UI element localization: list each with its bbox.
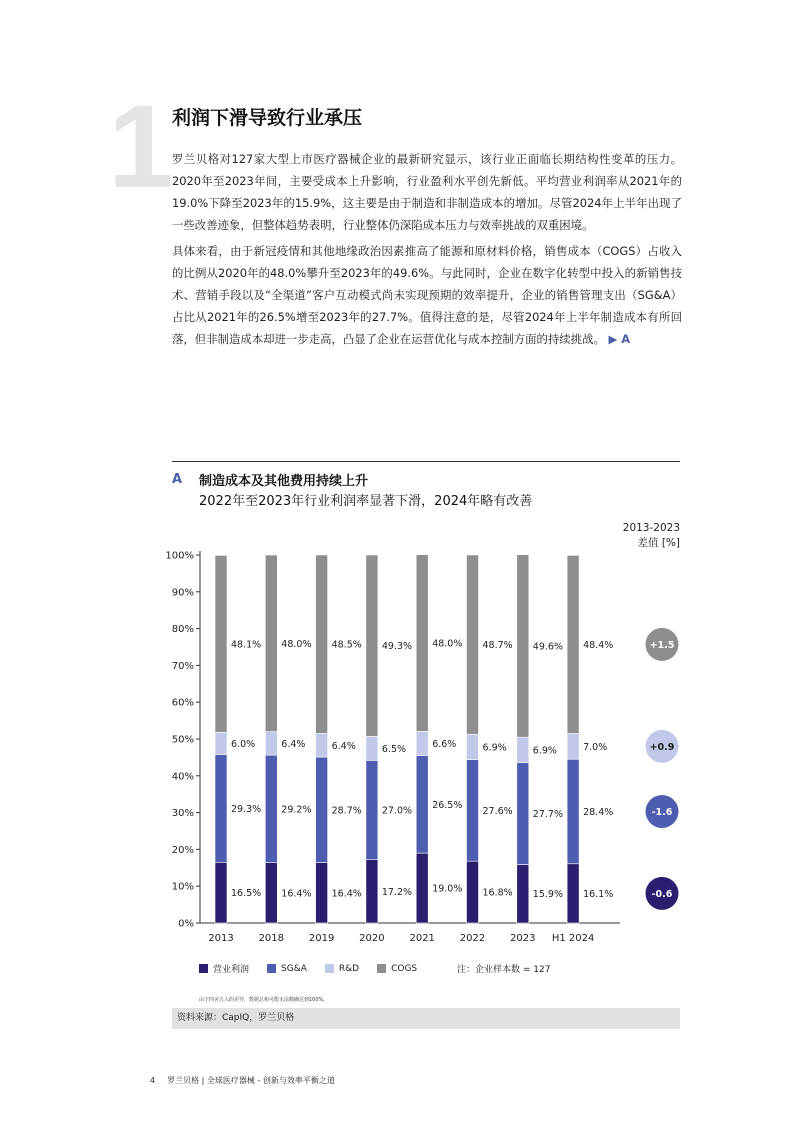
page-number: 4 [150,1076,156,1085]
bar-segment [215,754,227,862]
bar-segment [316,733,328,757]
difference-label: -1.6 [651,806,673,818]
chart-title: 制造成本及其他费用持续上升 [199,474,369,489]
data-label: 27.0% [381,805,413,817]
bar-segment [215,732,227,754]
bar-segment [517,737,529,762]
bar-segment [265,555,277,732]
bar-segment [416,555,428,732]
data-label: 48.0% [281,638,312,650]
x-tick-label: 2018 [258,933,285,944]
bar-segment [416,853,428,923]
bar-segment [366,760,378,859]
paragraph-1: 罗兰贝格对127家大型上市医疗器械企业的最新研究显示，该行业正面临长期结构性变革的压力。2020年至2023年间，主要受成本上升影响，行业盈利水平创先新低。平均营业利润率从2021年的19.0%下降至2023年的15.9%，这主要是由于制造和非制造成本的增加。尽管2024年上半年出现了一些改善迹象，但整体趋势表明，行业整体仍深陷成本压力与效率挑战的双重困境。 [172,152,682,232]
data-label: 49.3% [381,641,413,653]
x-tick-label: 2013 [208,933,234,944]
data-label: 6.0% [231,738,256,750]
legend-swatch [199,964,208,973]
data-label: 26.5% [432,799,463,811]
data-label: 28.4% [583,806,614,818]
data-label: 48.1% [231,639,262,651]
data-label: 48.0% [432,638,463,650]
chart-subtitle: 2022年至2023年行业利润率显著下滑，2024年略有改善 [199,494,533,509]
bar-segment [316,757,328,863]
data-label: 29.2% [281,804,312,816]
chart-letter: A [172,472,183,487]
difference-label: -0.6 [651,888,673,900]
data-label: 6.9% [482,742,507,754]
bar-segment [416,756,428,854]
rounding-footnote: 由于四舍五入的差异，数据总和可能无法精确达到100%。 [199,997,329,1003]
y-tick-label: 30% [171,808,194,820]
body-text [172,148,682,354]
y-tick-label: 80% [171,624,194,636]
bar-segment [517,763,529,865]
data-label: 6.4% [331,740,356,752]
difference-header-unit: 差值 [%] [637,537,680,549]
legend-label: SG&A [281,963,307,974]
bar-segment [567,864,579,923]
difference-label: +1.5 [649,639,675,651]
bar-segment [567,759,579,864]
bar-segment [467,555,479,734]
section-title: 利润下滑导致行业承压 [172,107,363,129]
legend-swatch [377,964,386,973]
bar-segment [265,755,277,862]
data-label: 27.7% [532,809,563,821]
sample-size-note: 注：企业样本数 = 127 [457,965,551,975]
bar-segment [366,555,378,736]
x-tick-label: 2020 [359,933,385,944]
data-label: 27.6% [482,805,513,817]
y-tick-label: 0% [178,918,194,930]
bar-segment [467,734,479,759]
bar-segment [366,860,378,923]
paragraph-2-text: 具体来看，由于新冠疫情和其他地缘政治因素推高了能源和原材料价格，销售成本（COGS）占收入的比例从2020年的48.0%攀升至2023年的49.6%。与此同时，企业在数字化转型中投入的新销售技术、营销手段以及“全渠道”客户互动模式尚未实现预期的效率提升，企业的销售管理支出（SG&A）占比从2021年的26.5%增至2023年的27.7%。值得注意的是，尽管2024年上半年制造成本有所回落，但非制造成本却进一步走高，凸显了企业在运营优化与成本控制方面的持续挑战。 [172,244,682,346]
legend-item [267,964,307,974]
data-label: 16.4% [281,888,312,900]
bar-segment [316,863,328,923]
data-label: 7.0% [583,741,608,753]
y-tick-label: 50% [171,734,194,746]
chart-top-rule [172,461,680,462]
data-label: 6.4% [281,738,306,750]
data-label: 16.5% [231,888,262,900]
y-tick-label: 10% [171,881,194,893]
legend-item [199,962,249,975]
stacked-bar-chart [160,540,690,950]
y-tick-label: 60% [171,697,194,709]
x-tick-label: H1 2024 [551,933,595,944]
bar-segment [517,864,529,923]
paragraph-2 [172,240,682,350]
source-text: 资料来源：CapIQ，罗兰贝格 [177,1013,295,1023]
source-bar [172,1008,680,1029]
data-label: 6.9% [532,745,557,757]
difference-label: +0.9 [649,741,675,753]
legend-item [325,964,359,974]
legend-label: R&D [338,963,360,974]
x-tick-label: 2023 [510,933,536,944]
data-label: 17.2% [381,886,413,898]
data-label: 28.7% [331,805,362,817]
data-label: 19.0% [432,883,463,895]
y-tick-label: 70% [171,660,194,672]
bar-segment [416,731,428,755]
footer-text: 罗兰贝格 | 全球医疗器械 - 创新与效率平衡之道 [167,1076,335,1085]
legend-swatch [267,964,276,973]
chart-legend [199,962,435,975]
data-label: 16.1% [583,888,614,900]
legend-swatch [325,964,334,973]
page-footer [150,1075,335,1086]
y-tick-label: 90% [171,587,194,599]
bar-segment [265,863,277,923]
y-tick-label: 40% [171,771,194,783]
data-label: 16.8% [482,887,513,899]
data-label: 16.4% [331,888,362,900]
data-label: 15.9% [532,889,563,901]
bar-segment [517,555,529,738]
bar-segment [316,555,328,733]
legend-label: COGS [391,963,418,974]
section-number: 1 [108,81,174,213]
bar-segment [265,732,277,756]
data-label: 6.5% [381,743,407,755]
bar-segment [467,861,479,923]
legend-item [377,964,417,974]
data-label: 48.4% [583,639,614,651]
x-tick-label: 2019 [308,933,335,944]
y-tick-label: 100% [165,550,194,562]
bar-segment [567,555,579,733]
data-label: 29.3% [231,803,262,815]
bar-segment [215,555,227,732]
data-label: 6.6% [432,738,457,750]
x-tick-label: 2022 [459,933,486,944]
y-tick-label: 20% [171,844,194,856]
legend-label: 营业利润 [213,965,250,975]
bar-segment [215,862,227,923]
difference-header-range: 2013-2023 [622,522,680,534]
bar-segment [467,760,479,862]
bar-segment [567,733,579,759]
chart-reference-link[interactable]: ▶ A [608,332,631,346]
data-label: 48.5% [331,639,362,651]
bar-segment [366,736,378,760]
data-label: 48.7% [482,640,513,652]
data-label: 49.6% [532,641,563,653]
x-tick-label: 2021 [409,933,435,944]
